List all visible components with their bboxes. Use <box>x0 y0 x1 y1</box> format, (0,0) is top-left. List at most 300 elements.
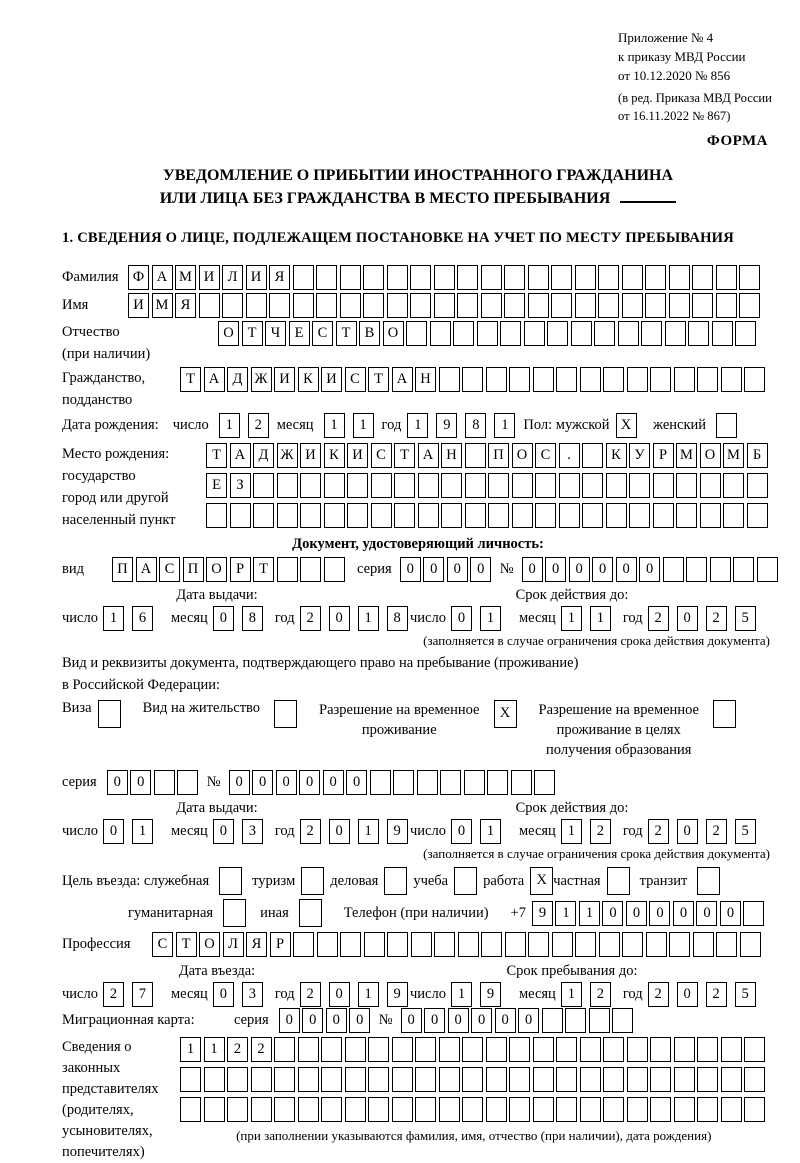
char-cell[interactable] <box>440 770 461 795</box>
char-cell[interactable] <box>599 932 620 957</box>
char-cell[interactable]: 0 <box>447 557 468 582</box>
char-cell[interactable] <box>692 293 713 318</box>
char-cell[interactable] <box>688 321 709 346</box>
char-cell[interactable] <box>465 473 486 498</box>
char-cell[interactable]: 1 <box>219 413 240 438</box>
char-cell[interactable] <box>486 1097 507 1122</box>
char-cell[interactable] <box>716 932 737 957</box>
name-cells[interactable] <box>128 293 763 318</box>
char-cell[interactable]: 8 <box>465 413 486 438</box>
char-cell[interactable] <box>464 770 485 795</box>
char-cell[interactable] <box>645 265 666 290</box>
char-cell[interactable] <box>316 265 337 290</box>
char-cell[interactable]: 1 <box>353 413 374 438</box>
char-cell[interactable] <box>542 1008 563 1033</box>
char-cell[interactable] <box>274 1067 295 1092</box>
birth-place-cells-row-2[interactable] <box>206 473 770 498</box>
char-cell[interactable]: 2 <box>706 606 727 631</box>
char-cell[interactable]: 0 <box>213 606 234 631</box>
checkbox-cell[interactable] <box>219 867 242 895</box>
char-cell[interactable] <box>321 1097 342 1122</box>
doc-series-cells[interactable] <box>400 557 494 582</box>
char-cell[interactable] <box>410 293 431 318</box>
char-cell[interactable] <box>316 293 337 318</box>
char-cell[interactable]: 0 <box>677 982 698 1007</box>
char-cell[interactable]: 2 <box>706 982 727 1007</box>
char-cell[interactable]: 0 <box>401 1008 422 1033</box>
char-cell[interactable] <box>434 265 455 290</box>
char-cell[interactable]: Р <box>270 932 291 957</box>
char-cell[interactable]: И <box>128 293 149 318</box>
char-cell[interactable] <box>723 503 744 528</box>
char-cell[interactable]: 1 <box>480 819 501 844</box>
char-cell[interactable] <box>345 1037 366 1062</box>
char-cell[interactable]: 9 <box>532 901 553 926</box>
char-cell[interactable]: 0 <box>329 819 350 844</box>
char-cell[interactable] <box>204 1097 225 1122</box>
char-cell[interactable] <box>533 1097 554 1122</box>
char-cell[interactable] <box>387 932 408 957</box>
char-cell[interactable] <box>629 473 650 498</box>
checkbox-cell[interactable] <box>454 867 477 895</box>
char-cell[interactable]: 8 <box>242 606 263 631</box>
char-cell[interactable] <box>394 473 415 498</box>
char-cell[interactable] <box>439 1097 460 1122</box>
char-cell[interactable] <box>721 1037 742 1062</box>
char-cell[interactable]: Е <box>206 473 227 498</box>
char-cell[interactable] <box>504 293 525 318</box>
char-cell[interactable]: 2 <box>227 1037 248 1062</box>
char-cell[interactable] <box>723 473 744 498</box>
purpose-study-checkbox[interactable] <box>454 867 477 895</box>
birth-year-cells[interactable] <box>407 413 523 438</box>
char-cell[interactable] <box>418 473 439 498</box>
char-cell[interactable]: 5 <box>735 606 756 631</box>
char-cell[interactable] <box>222 293 243 318</box>
char-cell[interactable]: В <box>359 321 380 346</box>
char-cell[interactable] <box>481 265 502 290</box>
char-cell[interactable]: И <box>274 367 295 392</box>
char-cell[interactable]: 2 <box>590 819 611 844</box>
char-cell[interactable]: 1 <box>494 413 515 438</box>
char-cell[interactable] <box>465 503 486 528</box>
char-cell[interactable]: 0 <box>213 819 234 844</box>
char-cell[interactable]: 9 <box>387 819 408 844</box>
checkbox-cell[interactable] <box>607 867 630 895</box>
char-cell[interactable] <box>180 1097 201 1122</box>
char-cell[interactable] <box>697 1067 718 1092</box>
char-cell[interactable] <box>571 321 592 346</box>
char-cell[interactable]: Т <box>368 367 389 392</box>
char-cell[interactable]: Т <box>242 321 263 346</box>
char-cell[interactable]: 0 <box>103 819 124 844</box>
char-cell[interactable] <box>415 1037 436 1062</box>
char-cell[interactable]: 0 <box>229 770 250 795</box>
char-cell[interactable] <box>533 1067 554 1092</box>
char-cell[interactable]: О <box>218 321 239 346</box>
char-cell[interactable] <box>415 1067 436 1092</box>
char-cell[interactable] <box>721 367 742 392</box>
stay-month-cells[interactable] <box>561 982 619 1007</box>
char-cell[interactable]: И <box>246 265 267 290</box>
char-cell[interactable] <box>251 1097 272 1122</box>
char-cell[interactable] <box>712 321 733 346</box>
checkbox-cell[interactable] <box>697 867 720 895</box>
char-cell[interactable]: 0 <box>326 1008 347 1033</box>
char-cell[interactable]: 0 <box>451 819 472 844</box>
char-cell[interactable]: 0 <box>545 557 566 582</box>
char-cell[interactable] <box>665 321 686 346</box>
migration-series-cells[interactable] <box>279 1008 373 1033</box>
char-cell[interactable] <box>646 932 667 957</box>
char-cell[interactable]: Л <box>222 265 243 290</box>
char-cell[interactable] <box>533 367 554 392</box>
char-cell[interactable]: О <box>383 321 404 346</box>
char-cell[interactable] <box>300 557 321 582</box>
char-cell[interactable]: М <box>175 265 196 290</box>
char-cell[interactable] <box>387 265 408 290</box>
char-cell[interactable]: 0 <box>451 606 472 631</box>
char-cell[interactable] <box>582 443 603 468</box>
char-cell[interactable] <box>663 557 684 582</box>
char-cell[interactable] <box>580 1067 601 1092</box>
char-cell[interactable] <box>274 1097 295 1122</box>
char-cell[interactable]: С <box>159 557 180 582</box>
char-cell[interactable] <box>392 1097 413 1122</box>
char-cell[interactable] <box>686 557 707 582</box>
char-cell[interactable] <box>293 293 314 318</box>
char-cell[interactable]: К <box>298 367 319 392</box>
char-cell[interactable] <box>439 367 460 392</box>
surname-cells[interactable] <box>128 265 763 290</box>
char-cell[interactable] <box>528 932 549 957</box>
char-cell[interactable]: О <box>512 443 533 468</box>
char-cell[interactable]: 0 <box>518 1008 539 1033</box>
char-cell[interactable]: 0 <box>649 901 670 926</box>
char-cell[interactable]: 0 <box>616 557 637 582</box>
char-cell[interactable]: 1 <box>358 606 379 631</box>
checkbox-cell[interactable] <box>384 867 407 895</box>
char-cell[interactable] <box>300 503 321 528</box>
birth-month-cells[interactable] <box>324 413 382 438</box>
checkbox-cell[interactable] <box>299 899 322 927</box>
char-cell[interactable] <box>556 1097 577 1122</box>
char-cell[interactable] <box>368 1067 389 1092</box>
doc-issue-day-cells[interactable] <box>103 606 161 631</box>
char-cell[interactable]: 3 <box>242 819 263 844</box>
patronymic-cells[interactable] <box>218 321 759 346</box>
char-cell[interactable] <box>744 1097 765 1122</box>
char-cell[interactable] <box>418 503 439 528</box>
char-cell[interactable] <box>430 321 451 346</box>
phone-cells[interactable] <box>532 901 767 926</box>
char-cell[interactable]: И <box>347 443 368 468</box>
char-cell[interactable]: Н <box>415 367 436 392</box>
char-cell[interactable] <box>253 503 274 528</box>
char-cell[interactable]: Ж <box>251 367 272 392</box>
char-cell[interactable] <box>575 265 596 290</box>
char-cell[interactable] <box>504 265 525 290</box>
char-cell[interactable]: О <box>206 557 227 582</box>
char-cell[interactable] <box>674 1097 695 1122</box>
char-cell[interactable] <box>277 473 298 498</box>
char-cell[interactable] <box>603 1067 624 1092</box>
stay-year-cells[interactable] <box>648 982 764 1007</box>
char-cell[interactable] <box>345 1067 366 1092</box>
char-cell[interactable]: 0 <box>252 770 273 795</box>
char-cell[interactable] <box>439 1067 460 1092</box>
char-cell[interactable] <box>462 1037 483 1062</box>
char-cell[interactable] <box>434 293 455 318</box>
checkbox-cell[interactable] <box>274 700 297 728</box>
char-cell[interactable]: 1 <box>132 819 153 844</box>
char-cell[interactable] <box>371 503 392 528</box>
char-cell[interactable] <box>321 1037 342 1062</box>
char-cell[interactable]: 9 <box>436 413 457 438</box>
char-cell[interactable] <box>627 1037 648 1062</box>
char-cell[interactable] <box>627 1067 648 1092</box>
char-cell[interactable]: Ф <box>128 265 149 290</box>
sex-female-checkbox[interactable] <box>716 413 740 438</box>
char-cell[interactable] <box>481 293 502 318</box>
birth-place-cells-row-3[interactable] <box>206 503 770 528</box>
char-cell[interactable] <box>589 1008 610 1033</box>
char-cell[interactable]: 0 <box>130 770 151 795</box>
char-cell[interactable] <box>533 1037 554 1062</box>
char-cell[interactable] <box>747 473 768 498</box>
char-cell[interactable]: 1 <box>407 413 428 438</box>
char-cell[interactable] <box>277 503 298 528</box>
char-cell[interactable] <box>488 473 509 498</box>
char-cell[interactable]: Р <box>653 443 674 468</box>
char-cell[interactable] <box>298 1067 319 1092</box>
char-cell[interactable]: 0 <box>400 557 421 582</box>
char-cell[interactable] <box>622 293 643 318</box>
char-cell[interactable] <box>417 770 438 795</box>
char-cell[interactable]: 0 <box>299 770 320 795</box>
char-cell[interactable] <box>453 321 474 346</box>
char-cell[interactable]: 0 <box>470 557 491 582</box>
char-cell[interactable] <box>676 473 697 498</box>
char-cell[interactable]: 2 <box>706 819 727 844</box>
char-cell[interactable] <box>598 293 619 318</box>
char-cell[interactable] <box>733 557 754 582</box>
char-cell[interactable]: 0 <box>213 982 234 1007</box>
char-cell[interactable]: И <box>199 265 220 290</box>
char-cell[interactable] <box>481 932 502 957</box>
char-cell[interactable] <box>740 932 761 957</box>
char-cell[interactable] <box>556 1037 577 1062</box>
char-cell[interactable] <box>582 473 603 498</box>
representatives-cells-row-2[interactable] <box>180 1067 768 1092</box>
char-cell[interactable] <box>512 503 533 528</box>
char-cell[interactable] <box>477 321 498 346</box>
char-cell[interactable]: А <box>204 367 225 392</box>
char-cell[interactable]: Л <box>223 932 244 957</box>
char-cell[interactable] <box>246 293 267 318</box>
char-cell[interactable] <box>674 1037 695 1062</box>
purpose-transit-checkbox[interactable] <box>697 867 720 895</box>
char-cell[interactable] <box>434 932 455 957</box>
char-cell[interactable] <box>559 503 580 528</box>
stay-day-cells[interactable] <box>451 982 509 1007</box>
char-cell[interactable] <box>693 932 714 957</box>
char-cell[interactable] <box>650 1067 671 1092</box>
char-cell[interactable]: 0 <box>677 819 698 844</box>
char-cell[interactable] <box>230 503 251 528</box>
char-cell[interactable]: 0 <box>279 1008 300 1033</box>
char-cell[interactable] <box>627 1097 648 1122</box>
char-cell[interactable]: 0 <box>626 901 647 926</box>
char-cell[interactable] <box>757 557 778 582</box>
char-cell[interactable]: Е <box>289 321 310 346</box>
char-cell[interactable]: 1 <box>561 982 582 1007</box>
char-cell[interactable]: М <box>676 443 697 468</box>
profession-cells[interactable] <box>152 932 763 957</box>
char-cell[interactable]: 1 <box>358 982 379 1007</box>
char-cell[interactable]: 2 <box>300 606 321 631</box>
char-cell[interactable] <box>580 367 601 392</box>
purpose-tourism-checkbox[interactable] <box>301 867 324 895</box>
checkbox-cell[interactable]: X <box>616 413 637 438</box>
char-cell[interactable] <box>363 293 384 318</box>
char-cell[interactable]: К <box>324 443 345 468</box>
migration-number-cells[interactable] <box>401 1008 636 1033</box>
char-cell[interactable] <box>528 265 549 290</box>
char-cell[interactable]: 0 <box>696 901 717 926</box>
char-cell[interactable]: Р <box>230 557 251 582</box>
checkbox-cell[interactable] <box>301 867 324 895</box>
char-cell[interactable] <box>653 503 674 528</box>
char-cell[interactable]: К <box>606 443 627 468</box>
char-cell[interactable] <box>744 367 765 392</box>
char-cell[interactable] <box>697 367 718 392</box>
char-cell[interactable]: 3 <box>242 982 263 1007</box>
char-cell[interactable]: 0 <box>323 770 344 795</box>
char-cell[interactable] <box>293 932 314 957</box>
char-cell[interactable] <box>392 1067 413 1092</box>
purpose-work-checkbox[interactable] <box>530 867 553 895</box>
char-cell[interactable]: 1 <box>204 1037 225 1062</box>
char-cell[interactable] <box>603 367 624 392</box>
char-cell[interactable] <box>462 367 483 392</box>
doc-valid-month-cells[interactable] <box>561 606 619 631</box>
char-cell[interactable] <box>251 1067 272 1092</box>
residence-permit-checkbox[interactable] <box>274 700 297 728</box>
char-cell[interactable] <box>676 503 697 528</box>
char-cell[interactable] <box>364 932 385 957</box>
char-cell[interactable] <box>368 1037 389 1062</box>
char-cell[interactable] <box>556 367 577 392</box>
char-cell[interactable] <box>458 932 479 957</box>
char-cell[interactable]: Т <box>206 443 227 468</box>
char-cell[interactable] <box>298 1037 319 1062</box>
char-cell[interactable]: 0 <box>471 1008 492 1033</box>
char-cell[interactable] <box>618 321 639 346</box>
char-cell[interactable] <box>551 293 572 318</box>
char-cell[interactable] <box>206 503 227 528</box>
char-cell[interactable]: 0 <box>302 1008 323 1033</box>
char-cell[interactable]: С <box>312 321 333 346</box>
char-cell[interactable]: 1 <box>480 606 501 631</box>
char-cell[interactable] <box>697 1097 718 1122</box>
char-cell[interactable] <box>317 932 338 957</box>
char-cell[interactable] <box>575 293 596 318</box>
doc-issue-month-cells[interactable] <box>213 606 271 631</box>
char-cell[interactable]: П <box>488 443 509 468</box>
char-cell[interactable] <box>457 293 478 318</box>
char-cell[interactable] <box>612 1008 633 1033</box>
char-cell[interactable]: 0 <box>495 1008 516 1033</box>
char-cell[interactable]: А <box>230 443 251 468</box>
char-cell[interactable] <box>743 901 764 926</box>
char-cell[interactable]: 1 <box>555 901 576 926</box>
char-cell[interactable] <box>321 1067 342 1092</box>
char-cell[interactable] <box>274 1037 295 1062</box>
char-cell[interactable]: 9 <box>387 982 408 1007</box>
temp-permit-checkbox[interactable] <box>494 700 517 728</box>
char-cell[interactable] <box>598 265 619 290</box>
purpose-private-checkbox[interactable] <box>607 867 630 895</box>
char-cell[interactable] <box>415 1097 436 1122</box>
char-cell[interactable] <box>645 293 666 318</box>
char-cell[interactable]: Т <box>253 557 274 582</box>
char-cell[interactable] <box>180 1067 201 1092</box>
char-cell[interactable] <box>669 265 690 290</box>
char-cell[interactable]: 0 <box>276 770 297 795</box>
char-cell[interactable] <box>324 473 345 498</box>
purpose-other-checkbox[interactable] <box>299 899 322 927</box>
char-cell[interactable] <box>368 1097 389 1122</box>
char-cell[interactable]: У <box>629 443 650 468</box>
char-cell[interactable] <box>528 293 549 318</box>
char-cell[interactable] <box>411 932 432 957</box>
char-cell[interactable]: 1 <box>358 819 379 844</box>
char-cell[interactable] <box>393 770 414 795</box>
char-cell[interactable] <box>552 932 573 957</box>
char-cell[interactable] <box>370 770 391 795</box>
permit-number-cells[interactable] <box>229 770 558 795</box>
char-cell[interactable]: Т <box>336 321 357 346</box>
char-cell[interactable] <box>340 293 361 318</box>
char-cell[interactable]: Т <box>394 443 415 468</box>
char-cell[interactable]: 2 <box>300 819 321 844</box>
char-cell[interactable] <box>650 1097 671 1122</box>
char-cell[interactable] <box>387 293 408 318</box>
char-cell[interactable]: 0 <box>346 770 367 795</box>
purpose-business-checkbox[interactable] <box>384 867 407 895</box>
char-cell[interactable]: 2 <box>648 982 669 1007</box>
char-cell[interactable] <box>300 473 321 498</box>
char-cell[interactable] <box>154 770 175 795</box>
char-cell[interactable] <box>744 1067 765 1092</box>
char-cell[interactable]: 2 <box>648 819 669 844</box>
char-cell[interactable]: 0 <box>720 901 741 926</box>
birth-place-cells-row-1[interactable] <box>206 443 770 468</box>
char-cell[interactable]: Я <box>175 293 196 318</box>
char-cell[interactable] <box>410 265 431 290</box>
char-cell[interactable]: Д <box>227 367 248 392</box>
char-cell[interactable]: 0 <box>602 901 623 926</box>
char-cell[interactable]: С <box>371 443 392 468</box>
char-cell[interactable] <box>603 1037 624 1062</box>
char-cell[interactable]: 2 <box>251 1037 272 1062</box>
char-cell[interactable] <box>363 265 384 290</box>
char-cell[interactable]: 0 <box>329 606 350 631</box>
char-cell[interactable]: Я <box>246 932 267 957</box>
char-cell[interactable]: 0 <box>424 1008 445 1033</box>
char-cell[interactable] <box>556 1067 577 1092</box>
